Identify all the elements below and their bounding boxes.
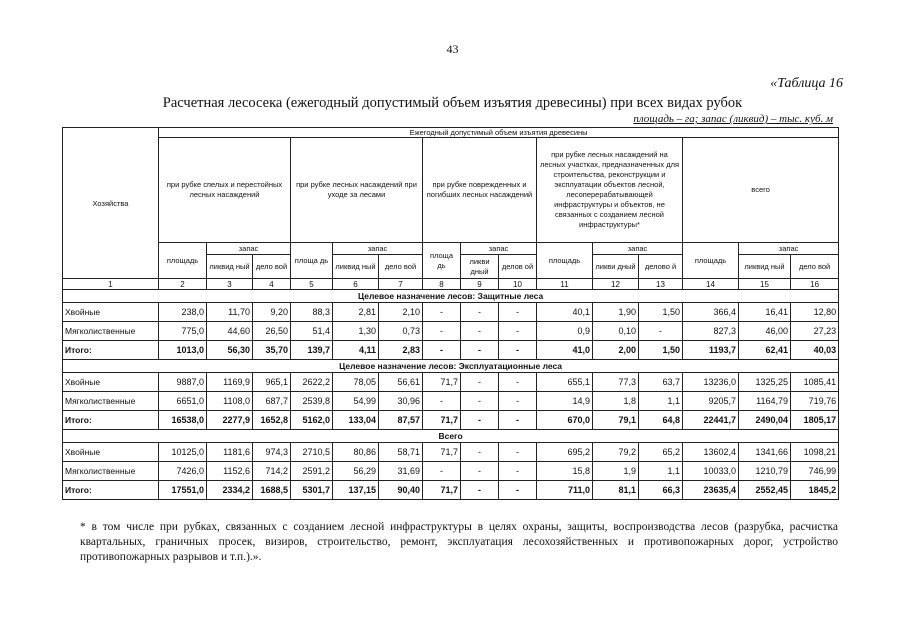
table-cell: 26,50: [253, 322, 291, 341]
row-label: Хвойные: [63, 373, 159, 392]
table-row: [63, 373, 839, 392]
table-cell: 35,70: [253, 341, 291, 360]
table-cell: 23635,4: [683, 481, 739, 500]
table-cell: -: [461, 373, 499, 392]
header-group-mature: при рубке спелых и перестойных лесных насаждений: [159, 138, 291, 243]
header-stock: запас: [739, 243, 839, 255]
table-cell: 2334,2: [207, 481, 253, 500]
table-cell: 137,15: [333, 481, 379, 500]
table-cell: 40,03: [791, 341, 839, 360]
table-cell: -: [499, 303, 537, 322]
table-cell: 71,7: [423, 373, 461, 392]
table-cell: 31,69: [379, 462, 423, 481]
table-cell: 41,0: [537, 341, 593, 360]
table-cell: 2,10: [379, 303, 423, 322]
table-cell: -: [639, 322, 683, 341]
table-cell: 1,1: [639, 462, 683, 481]
table-cell: 2552,45: [739, 481, 791, 500]
total-row: [63, 411, 839, 430]
table-cell: 1,50: [639, 341, 683, 360]
table-cell: 22441,7: [683, 411, 739, 430]
table-body: [63, 290, 839, 500]
section-title: Всего: [63, 430, 839, 443]
table-cell: 238,0: [159, 303, 207, 322]
table-cell: 13602,4: [683, 443, 739, 462]
table-cell: 0,73: [379, 322, 423, 341]
table-cell: 670,0: [537, 411, 593, 430]
column-number: 10: [499, 279, 537, 290]
table-cell: -: [499, 443, 537, 462]
table-cell: -: [461, 411, 499, 430]
table-cell: 1085,41: [791, 373, 839, 392]
section-title: Целевое назначение лесов: Эксплуатационные леса: [63, 360, 839, 373]
table-cell: 2,00: [593, 341, 639, 360]
table-cell: 79,2: [593, 443, 639, 462]
table-cell: 1164,79: [739, 392, 791, 411]
table-cell: -: [461, 481, 499, 500]
table-cell: -: [499, 373, 537, 392]
table-cell: 90,40: [379, 481, 423, 500]
header-liquid: ликвид ный: [333, 255, 379, 279]
header-business: дело вой: [791, 255, 839, 279]
table-cell: -: [461, 303, 499, 322]
table-cell: 1845,2: [791, 481, 839, 500]
table-row: [63, 443, 839, 462]
table-cell: 17551,0: [159, 481, 207, 500]
table-row: [63, 303, 839, 322]
table-cell: 1193,7: [683, 341, 739, 360]
row-label: Итого:: [63, 411, 159, 430]
table-cell: 655,1: [537, 373, 593, 392]
table-cell: 827,3: [683, 322, 739, 341]
table-cell: 9205,7: [683, 392, 739, 411]
column-number: 8: [423, 279, 461, 290]
table-cell: 16538,0: [159, 411, 207, 430]
table-cell: 79,1: [593, 411, 639, 430]
header-business: дело вой: [253, 255, 291, 279]
table-cell: 16,41: [739, 303, 791, 322]
table-cell: 77,3: [593, 373, 639, 392]
table-cell: 366,4: [683, 303, 739, 322]
table-cell: 1152,6: [207, 462, 253, 481]
table-cell: -: [461, 341, 499, 360]
table-cell: -: [423, 303, 461, 322]
table-cell: 1,8: [593, 392, 639, 411]
table-cell: -: [423, 462, 461, 481]
section-header-row: [63, 290, 839, 303]
table-cell: 5162,0: [291, 411, 333, 430]
table-cell: 974,3: [253, 443, 291, 462]
column-number: 3: [207, 279, 253, 290]
table-cell: -: [499, 462, 537, 481]
page-number: 43: [446, 42, 459, 56]
table-cell: -: [423, 341, 461, 360]
column-number: 11: [537, 279, 593, 290]
total-row: [63, 341, 839, 360]
header-stock: запас: [461, 243, 537, 255]
table-cell: 1652,8: [253, 411, 291, 430]
header-group-total: всего: [683, 138, 839, 243]
table-cell: 1098,21: [791, 443, 839, 462]
table-cell: 1,50: [639, 303, 683, 322]
table-row: [63, 322, 839, 341]
table-cell: 64,8: [639, 411, 683, 430]
header-liquid: ликви дный: [461, 255, 499, 279]
header-stock: запас: [207, 243, 291, 255]
table-cell: -: [461, 392, 499, 411]
table-caption: «Таблица 16: [770, 76, 843, 91]
table-cell: 4,11: [333, 341, 379, 360]
table-cell: 711,0: [537, 481, 593, 500]
table-cell: 1341,66: [739, 443, 791, 462]
table-cell: 5301,7: [291, 481, 333, 500]
header-area: площа дь: [291, 243, 333, 279]
table-cell: 66,3: [639, 481, 683, 500]
header-group-infrastructure: при рубке лесных насаждений на лесных участках, предназначенных для строительства, реконструкции и эксплуатации объектов лесной, лесоперерабатывающей инфраструктуры и объектов, не связанных с созданием лесной инфраструктуры*: [537, 138, 683, 243]
column-number-row: [63, 279, 839, 290]
table-cell: 965,1: [253, 373, 291, 392]
table-cell: 13236,0: [683, 373, 739, 392]
table-cell: 56,61: [379, 373, 423, 392]
header-area: площадь: [683, 243, 739, 279]
table-cell: -: [499, 392, 537, 411]
allowable-cut-table: [62, 127, 839, 500]
table-cell: 1013,0: [159, 341, 207, 360]
table-cell: 687,7: [253, 392, 291, 411]
table-cell: 44,60: [207, 322, 253, 341]
table-cell: 714,2: [253, 462, 291, 481]
table-cell: 71,7: [423, 481, 461, 500]
table-cell: 10125,0: [159, 443, 207, 462]
header-liquid: ликви дный: [593, 255, 639, 279]
table-cell: 2,81: [333, 303, 379, 322]
table-cell: 2710,5: [291, 443, 333, 462]
table-row: [63, 462, 839, 481]
row-label: Итого:: [63, 341, 159, 360]
row-label: Мягколиственные: [63, 392, 159, 411]
table-cell: 1,30: [333, 322, 379, 341]
row-label: Мягколиственные: [63, 322, 159, 341]
column-number: 9: [461, 279, 499, 290]
table-cell: -: [499, 481, 537, 500]
header-annual-volume: Ежегодный допустимый объем изъятия древесины: [159, 128, 839, 138]
header-group-damaged: при рубке поврежденных и погибших лесных насаждений: [423, 138, 537, 243]
table-cell: 1169,9: [207, 373, 253, 392]
table-cell: 2,83: [379, 341, 423, 360]
table-cell: -: [461, 322, 499, 341]
row-label: Хвойные: [63, 443, 159, 462]
table-cell: 40,1: [537, 303, 593, 322]
table-cell: 746,99: [791, 462, 839, 481]
table-cell: 133,04: [333, 411, 379, 430]
table-cell: -: [499, 322, 537, 341]
table-cell: 2622,2: [291, 373, 333, 392]
column-number: 5: [291, 279, 333, 290]
table-cell: 1181,6: [207, 443, 253, 462]
table-cell: 46,00: [739, 322, 791, 341]
table-cell: 71,7: [423, 411, 461, 430]
table-cell: 1,1: [639, 392, 683, 411]
table-cell: 719,76: [791, 392, 839, 411]
column-number: 7: [379, 279, 423, 290]
header-group-care: при рубке лесных насаждений при уходе за лесами: [291, 138, 423, 243]
table-cell: 1210,79: [739, 462, 791, 481]
table-cell: -: [461, 443, 499, 462]
table-cell: 0,10: [593, 322, 639, 341]
table-cell: 1,9: [593, 462, 639, 481]
table-cell: -: [423, 322, 461, 341]
section-header-row: [63, 430, 839, 443]
table-cell: 15,8: [537, 462, 593, 481]
table-cell: 65,2: [639, 443, 683, 462]
table-cell: 7426,0: [159, 462, 207, 481]
table-cell: 56,29: [333, 462, 379, 481]
column-number: 2: [159, 279, 207, 290]
table-cell: 78,05: [333, 373, 379, 392]
header-stock: запас: [593, 243, 683, 255]
row-label: Итого:: [63, 481, 159, 500]
header-stock: запас: [333, 243, 423, 255]
footnote: * в том числе при рубках, связанных с созданием лесной инфраструктуры в целях охраны, защиты, воспроизводства лесов (разрубка, расчистка квартальных, граничных просек, визиров, строительство, ремонт, эксплуатация лесохозяйственных и противопожарных дорог, устройство противопожарных разрывов и т.п.).».: [80, 521, 838, 563]
table-cell: 88,3: [291, 303, 333, 322]
table-cell: 56,30: [207, 341, 253, 360]
header-business: дело вой: [379, 255, 423, 279]
table-title: Расчетная лесосека (ежегодный допустимый объем изъятия древесины) при всех видах рубок: [162, 95, 743, 111]
table-cell: 11,70: [207, 303, 253, 322]
header-farms: Хозяйства: [63, 128, 159, 279]
table-cell: 1325,25: [739, 373, 791, 392]
column-number: 6: [333, 279, 379, 290]
table-cell: 54,99: [333, 392, 379, 411]
table-cell: 10033,0: [683, 462, 739, 481]
header-area: площадь: [537, 243, 593, 279]
table-cell: 30,96: [379, 392, 423, 411]
table-cell: -: [423, 392, 461, 411]
table-cell: -: [461, 462, 499, 481]
table-cell: 12,80: [791, 303, 839, 322]
section-header-row: [63, 360, 839, 373]
table-cell: 2277,9: [207, 411, 253, 430]
header-liquid: ликвид ный: [739, 255, 791, 279]
table-cell: 695,2: [537, 443, 593, 462]
header-liquid: ликвид ный: [207, 255, 253, 279]
table-cell: 27,23: [791, 322, 839, 341]
table-cell: 71,7: [423, 443, 461, 462]
header-area: площадь: [159, 243, 207, 279]
table-cell: 0,9: [537, 322, 593, 341]
table-cell: 87,57: [379, 411, 423, 430]
header-business: делов ой: [499, 255, 537, 279]
column-number: 15: [739, 279, 791, 290]
total-row: [63, 481, 839, 500]
column-number: 13: [639, 279, 683, 290]
table-cell: 58,71: [379, 443, 423, 462]
column-number: 4: [253, 279, 291, 290]
header-area: площа дь: [423, 243, 461, 279]
table-cell: 2591,2: [291, 462, 333, 481]
table-cell: 1805,17: [791, 411, 839, 430]
table-row: [63, 392, 839, 411]
row-label: Мягколиственные: [63, 462, 159, 481]
column-number: 16: [791, 279, 839, 290]
table-cell: -: [499, 411, 537, 430]
column-number: 1: [63, 279, 159, 290]
table-cell: 2539,8: [291, 392, 333, 411]
units-note: площадь – га; запас (ликвид) – тыс. куб. м: [633, 113, 833, 125]
table-cell: 14,9: [537, 392, 593, 411]
table-cell: 9,20: [253, 303, 291, 322]
table-cell: 1108,0: [207, 392, 253, 411]
row-label: Хвойные: [63, 303, 159, 322]
table-cell: 139,7: [291, 341, 333, 360]
table-cell: 9887,0: [159, 373, 207, 392]
section-title: Целевое назначение лесов: Защитные леса: [63, 290, 839, 303]
table-cell: 1,90: [593, 303, 639, 322]
table-cell: 2490,04: [739, 411, 791, 430]
table-cell: 80,86: [333, 443, 379, 462]
table-cell: 63,7: [639, 373, 683, 392]
column-number: 14: [683, 279, 739, 290]
table-cell: -: [499, 341, 537, 360]
table-cell: 51,4: [291, 322, 333, 341]
table-cell: 62,41: [739, 341, 791, 360]
table-cell: 6651,0: [159, 392, 207, 411]
column-number: 12: [593, 279, 639, 290]
table-cell: 1688,5: [253, 481, 291, 500]
header-business: делово й: [639, 255, 683, 279]
table-cell: 81,1: [593, 481, 639, 500]
table-cell: 775,0: [159, 322, 207, 341]
